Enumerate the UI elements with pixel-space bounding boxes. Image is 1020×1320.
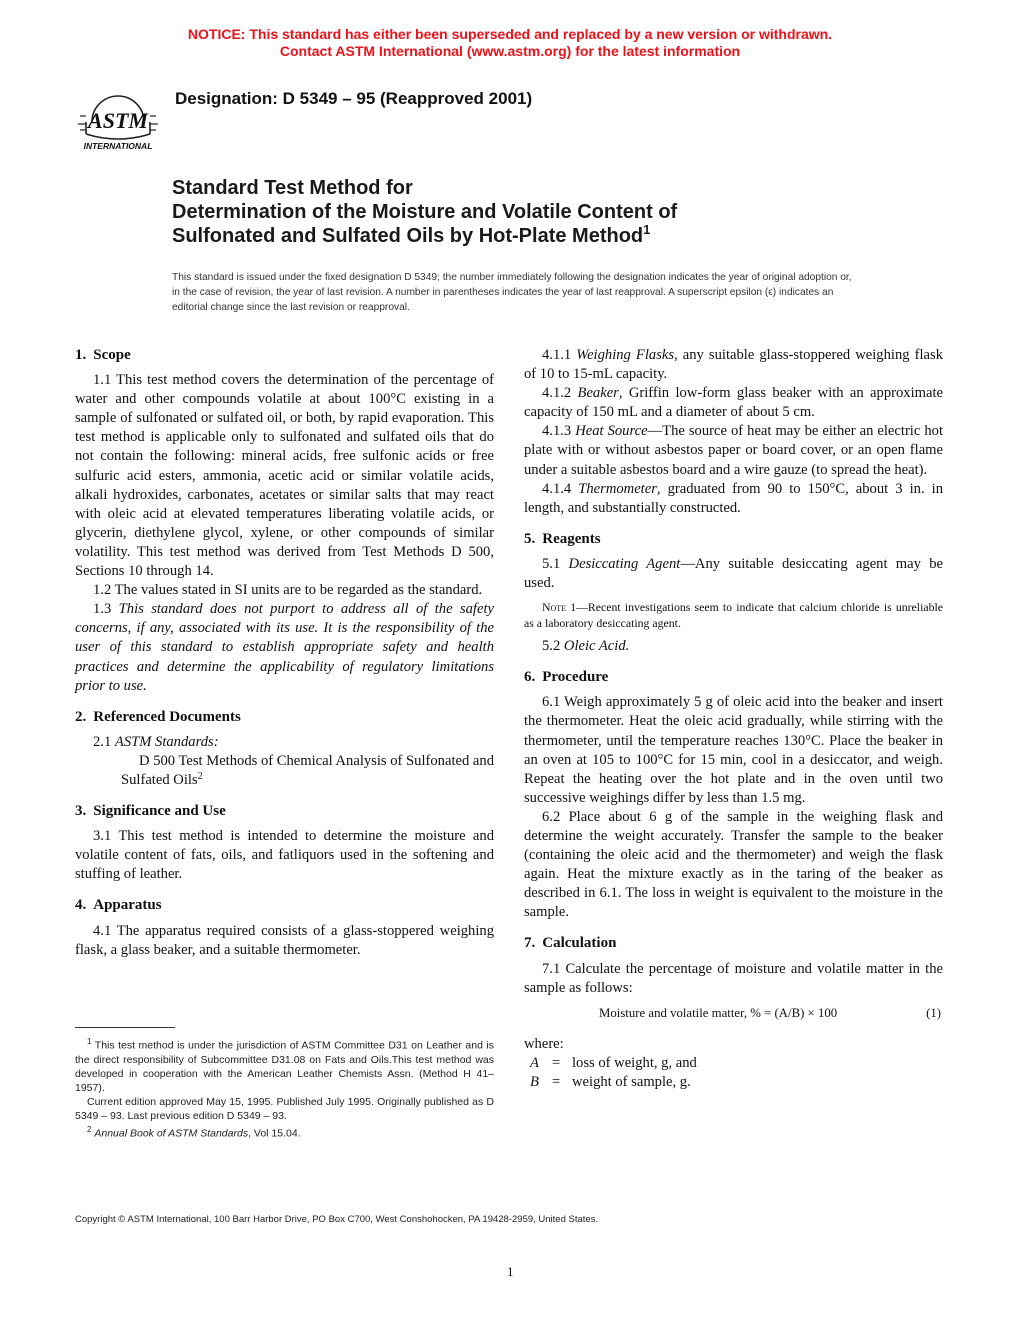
section-number: 7. bbox=[524, 935, 536, 952]
left-column bbox=[75, 346, 494, 960]
footnote-mark: 2 bbox=[87, 1124, 92, 1134]
paragraph-number: 4.1.1 bbox=[542, 347, 572, 363]
paragraph-4-1: 4.1 The apparatus required consists of a glass-stoppered weighing flask, a glass beaker, and a suitable thermometer. bbox=[75, 922, 494, 958]
paragraph-5-1 bbox=[524, 555, 943, 593]
footnote-2 bbox=[75, 1123, 494, 1141]
paragraph-4-1-4 bbox=[524, 480, 943, 518]
term: Desiccating Agent bbox=[568, 555, 681, 572]
section-heading-procedure bbox=[524, 668, 943, 687]
section-heading-calculation bbox=[524, 934, 943, 953]
paragraph-7-1: 7.1 Calculate the percentage of moisture and volatile matter in the sample as follows: bbox=[524, 960, 943, 996]
safety-caveat: This standard does not purport to address all of the safety concerns, if any, associated with its use. It is the responsibility of the user of this standard to establish appropriate safety and health practices and determine the applicability of regulatory limitations prior to use. bbox=[75, 601, 494, 694]
variable-symbol: A bbox=[530, 1054, 539, 1071]
section-title: Scope bbox=[93, 347, 131, 363]
notice-line-2: Contact ASTM International (www.astm.org) for the latest information bbox=[279, 43, 741, 59]
paragraph-text: , any suitable glass-stoppered weighing flask of 10 to 15-mL capacity. bbox=[524, 347, 943, 383]
variable-definitions bbox=[524, 1035, 943, 1092]
variable-a bbox=[524, 1054, 943, 1073]
paragraph-4-1-2 bbox=[524, 384, 943, 422]
equation-number: (1) bbox=[926, 1005, 941, 1020]
paragraph-number: 2.1 bbox=[93, 733, 112, 750]
paragraph-6-1: 6.1 Weigh approximately 5 g of oleic acid into the beaker and insert the thermometer. Heat the oleic acid gradually, while stirring with the thermometer, until the temperature reaches 130°C. Place the beaker in an oven at 105 to 100°C for 15 min, cool in a desiccator, and weigh. Repeat the heating over the hot plate and in the oven until two successive weighings differ by less than 1.5 mg. bbox=[524, 694, 943, 806]
variable-symbol: B bbox=[530, 1073, 539, 1090]
section-heading-reagents bbox=[524, 530, 943, 549]
term: Oleic Acid. bbox=[563, 638, 630, 655]
section-number: 5. bbox=[524, 530, 536, 547]
paragraph-number: 4.1.4 bbox=[542, 480, 572, 497]
section-heading-apparatus bbox=[75, 896, 494, 915]
paragraph-number: 4.1.2 bbox=[542, 385, 572, 402]
title-line-2: Determination of the Moisture and Volatile Content of bbox=[172, 201, 678, 223]
reference-d500 bbox=[93, 752, 494, 790]
section-title: Calculation bbox=[542, 935, 617, 952]
section-number: 1. bbox=[75, 347, 87, 363]
section-title: Referenced Documents bbox=[93, 708, 241, 725]
paragraph-4-1-3 bbox=[524, 422, 943, 479]
footnote-1 bbox=[75, 1035, 494, 1095]
section-title: Procedure bbox=[542, 669, 609, 686]
notice-line-1: NOTICE: This standard has either been superseded and replaced by a new version or withdrawn. bbox=[187, 26, 833, 42]
designation: Designation: D 5349 – 95 (Reapproved 2001) bbox=[175, 89, 533, 108]
footnote-ref-2: 2 bbox=[197, 770, 203, 782]
term: Beaker bbox=[577, 385, 619, 402]
astm-standards-label: ASTM Standards: bbox=[114, 733, 219, 750]
equation-expression: Moisture and volatile matter, % = (A/B) × 100 bbox=[599, 1005, 838, 1020]
section-title: Significance and Use bbox=[93, 803, 226, 820]
where-label: where: bbox=[524, 1035, 564, 1052]
section-number: 3. bbox=[75, 803, 87, 820]
paragraph-number: 1.3 bbox=[93, 601, 112, 618]
footnote-term: Annual Book of ASTM Standards bbox=[94, 1127, 249, 1139]
paragraph-1-2: 1.2 The values stated in SI units are to be regarded as the standard. bbox=[93, 582, 483, 599]
section-heading-scope bbox=[75, 346, 494, 365]
paragraph-text: —Any suitable desiccating agent may be used. bbox=[524, 555, 943, 592]
section-number: 6. bbox=[524, 669, 536, 686]
withdrawal-notice bbox=[0, 26, 1020, 60]
term: Weighing Flasks bbox=[576, 347, 675, 363]
astm-logo bbox=[72, 78, 164, 152]
logo-letters: ASTM bbox=[88, 108, 148, 133]
equals-sign: = bbox=[552, 1073, 561, 1090]
paragraph-3-1: 3.1 This test method is intended to determine the moisture and volatile content of fats, oils, and fatliquors used in the softening and stuffing of leather. bbox=[75, 828, 494, 883]
title-line-3 bbox=[172, 224, 932, 248]
document-title bbox=[172, 176, 932, 248]
paragraph-1-3 bbox=[75, 600, 494, 695]
logo-caption: INTERNATIONAL bbox=[83, 141, 153, 151]
note-text: —Recent investigations seem to indicate that calcium chloride is unreliable as a laboratory desiccating agent. bbox=[524, 600, 944, 631]
paragraph-text: , Griffin low-form glass beaker with an approximate capacity of 150 mL and a diameter of about 5 cm. bbox=[524, 385, 943, 421]
paragraph-number: 4.1.3 bbox=[542, 423, 572, 440]
variable-definition: loss of weight, g, and bbox=[572, 1054, 697, 1071]
section-number: 4. bbox=[75, 897, 87, 914]
section-heading-significance bbox=[75, 802, 494, 821]
copyright-line: Copyright © ASTM International, 100 Barr Harbor Drive, PO Box C700, West Conshohocken, PA 19428-2959, United States. bbox=[75, 1214, 599, 1225]
section-number: 2. bbox=[75, 708, 87, 725]
page-number: 1 bbox=[507, 1264, 514, 1279]
paragraph-number: 5.2 bbox=[542, 638, 561, 655]
paragraph-1-1: 1.1 This test method covers the determination of the percentage of water and other compounds volatile at about 100°C existing in a sample of sulfonated or sulfated oil, or both, by rapid evaporation. This test method is applicable only to sulfonated and sulfated oils that do not contain the following: mineral acids, free sulfonic acids or free sulfuric acid esters, ammonia, acetic acid or similar volatile acids, alkali hydroxides, carbonates, acetates or similar salts that may react with oleic acid at elevated temperatures liberating volatile acids, or glycerin, diethylene glycol, xylene, or other compounds of similar volatility. This test method was derived from Test Methods D 500, Sections 10 through 14. bbox=[75, 372, 494, 580]
title-footnote-mark: 1 bbox=[643, 222, 651, 237]
paragraph-text: , graduated from 90 to 150°C, about 3 in. in length, and substantially constructed. bbox=[524, 480, 944, 516]
variable-b bbox=[524, 1073, 943, 1092]
variable-definition: weight of sample, g. bbox=[572, 1073, 691, 1090]
paragraph-2-1 bbox=[75, 733, 494, 752]
equals-sign: = bbox=[552, 1054, 561, 1071]
section-heading-referenced bbox=[75, 708, 494, 727]
footnotes bbox=[75, 1035, 494, 1140]
paragraph-5-2 bbox=[524, 637, 943, 656]
footnote-1-continued: Current edition approved May 15, 1995. Published July 1995. Originally published as D 5349 – 93. Last previous edition D 5349 – 93. bbox=[75, 1095, 494, 1122]
title-line-1: Standard Test Method for bbox=[172, 177, 413, 199]
paragraph-number: 5.1 bbox=[542, 555, 561, 572]
term: Heat Source bbox=[575, 423, 648, 440]
section-title: Reagents bbox=[542, 530, 601, 547]
title-line-3-text: Sulfonated and Sulfated Oils by Hot-Plate Method bbox=[172, 225, 644, 247]
paragraph-text: —The source of heat may be either an electric hot plate with or without asbestos paper or board cover, or an open flame under a suitable asbestos board and a wire gauze (to spread the heat). bbox=[524, 423, 943, 478]
footnote-divider bbox=[75, 1027, 175, 1028]
paragraph-4-1-1 bbox=[524, 346, 943, 384]
note-1 bbox=[524, 599, 943, 631]
note-label: Note 1 bbox=[542, 600, 577, 615]
term: Thermometer bbox=[578, 480, 657, 497]
footnote-text: , Vol 15.04. bbox=[248, 1127, 301, 1139]
paragraph-6-2: 6.2 Place about 6 g of the sample in the weighing flask and determine the weight accurately. Transfer the sample to the beaker (containing the oleic acid and the thermometer) and weigh the flask again. Heat the mixture exactly as in the taring of the beaker as described in 6.1. The loss in weight is equivalent to the moisture in the sample. bbox=[524, 808, 943, 921]
footnote-mark: 1 bbox=[87, 1037, 92, 1046]
footnote-text: This test method is under the jurisdiction of ASTM Committee D31 on Leather and is the direct responsibility of Subcommittee D31.08 on Fats and Oils.This test method was developed in cooperation with the American Leather Chemists Assn. (Method H 41–1957). bbox=[75, 1039, 494, 1094]
reference-text: D 500 Test Methods of Chemical Analysis of Sulfonated and Sulfated Oils bbox=[121, 752, 494, 788]
issuance-note: This standard is issued under the fixed designation D 5349; the number immediately following the designation indicates the year of original adoption or, in the case of revision, the year of last revision. A number in parentheses indicates the year of last reapproval. A superscript epsilon (ϵ) indicates an editorial change since the last revision or reapproval. bbox=[172, 272, 852, 313]
right-column bbox=[524, 346, 943, 1092]
equation-1 bbox=[524, 1004, 943, 1023]
section-title: Apparatus bbox=[93, 897, 162, 914]
